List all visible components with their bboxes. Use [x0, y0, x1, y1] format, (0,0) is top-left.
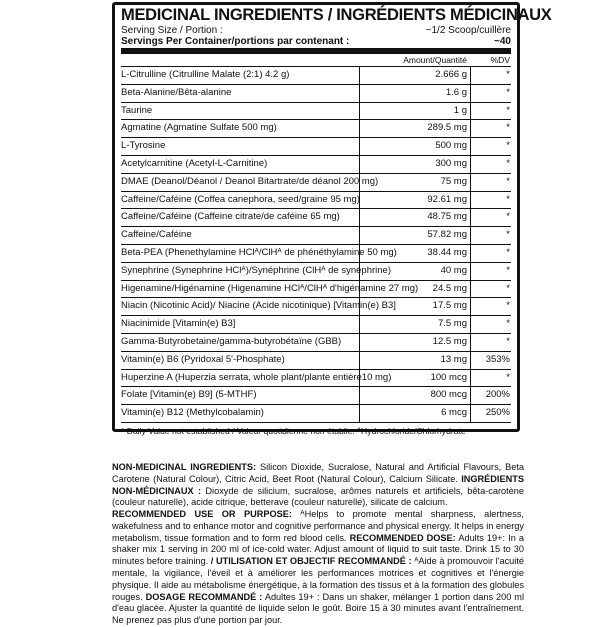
- servings-label: Servings Per Container/portions par contenant :: [121, 36, 350, 47]
- recommended-dose-text-fr: Adultes 19+ : Dans un shaker, mélanger 1 portion dans 200 ml d'eau glacée. Ajuster la quantité de liquide selon le goût. Boire 15 à 30 minutes avant l'entraînement. Ne prenez pas plus d'une portion par jour.: [112, 591, 524, 626]
- ingredient-row: [121, 120, 511, 138]
- ingredient-name: Synephrine (Synephrine HClᴬ)/Synéphrine (ClHᴬ de synéphrine): [121, 263, 360, 280]
- recommended-use-label: RECOMMENDED USE OR PURPOSE:: [112, 509, 292, 519]
- ingredient-name: Gamma-Butyrobetaine/gamma-butyrobétaïne (GBB): [121, 334, 360, 351]
- servings-per-container-row: [121, 36, 511, 47]
- ingredient-rows: [121, 67, 511, 423]
- ingredient-row: [121, 370, 511, 388]
- recommended-use-text: ᴬHelps to promote mental sharpness, alertness, wakefulness and to enhance motor and cognitive performance and physical energy. It helps in energy metabolism, tissue formation and to form red blood cells.: [112, 509, 524, 543]
- ingredient-dv: *: [506, 122, 510, 134]
- ingredient-dv: 200%: [485, 389, 510, 401]
- footnote: * Daily Value not established / Valeur quotidienne non établie. ᴬHydrochloride/Chlorhydrate: [121, 425, 466, 436]
- ingredient-amount: 75 mg: [360, 174, 471, 191]
- ingredient-name: Caffeine/Caféine (Caffeine citrate/de caféine 65 mg): [121, 209, 360, 226]
- ingredient-amount: 2.666 g: [360, 67, 471, 84]
- ingredient-dv: *: [506, 371, 510, 383]
- ingredient-name: Taurine: [121, 103, 360, 120]
- ingredient-row: [121, 281, 511, 299]
- ingredient-row: [121, 85, 511, 103]
- ingredient-name: Acetylcarnitine (Acetyl-L-Carnitine): [121, 156, 360, 173]
- ingredient-amount: 57.82 mg: [360, 227, 471, 244]
- ingredient-amount: 38.44 mg: [360, 245, 471, 262]
- ingredient-row: [121, 334, 511, 352]
- ingredient-name: Folate [Vitamin(e) B9] (5-MTHF): [121, 387, 360, 404]
- recommended-dose-label: RECOMMENDED DOSE:: [349, 532, 456, 543]
- ingredient-row: [121, 387, 511, 405]
- ingredient-row: [121, 405, 511, 423]
- ingredient-name: Vitamin(e) B6 (Pyridoxal 5'-Phosphate): [121, 352, 360, 369]
- ingredient-amount: 6 mcg: [360, 405, 471, 422]
- ingredient-dv: *: [506, 104, 510, 116]
- recommended-use: [112, 509, 524, 627]
- ingredient-amount: 7.5 mg: [360, 316, 471, 333]
- ingredient-row: [121, 316, 511, 334]
- ingredient-amount: 300 mg: [360, 156, 471, 173]
- ingredient-name: Vitamin(e) B12 (Methylcobalamin): [121, 405, 360, 422]
- ingredient-dv: *: [506, 157, 510, 169]
- ingredient-name: Beta-Alanine/Bêta-alanine: [121, 85, 360, 102]
- ingredient-amount: 40 mg: [360, 263, 471, 280]
- ingredient-row: [121, 245, 511, 263]
- ingredient-name: Beta-PEA (Phenethylamine HClᴬ/ClHᴬ de phénéthylamine 50 mg): [121, 245, 360, 262]
- ingredient-row: [121, 227, 511, 245]
- ingredient-amount: 92.61 mg: [360, 192, 471, 209]
- ingredient-amount: 12.5 mg: [360, 334, 471, 351]
- ingredient-amount: 289.5 mg: [360, 120, 471, 137]
- ingredient-dv: *: [506, 211, 510, 223]
- panel-title: MEDICINAL INGREDIENTS / INGRÉDIENTS MÉDICINAUX: [121, 6, 552, 24]
- ingredient-dv: *: [506, 140, 510, 152]
- ingredient-name: Agmatine (Agmatine Sulfate 500 mg): [121, 120, 360, 137]
- servings-value: ~40: [494, 36, 511, 47]
- ingredient-amount: 13 mg: [360, 352, 471, 369]
- amount-column-header: Amount/Quantité: [403, 55, 467, 65]
- ingredient-name: Higenamine/Higénamine (Higenamine HClᴬ/ClHᴬ d'higénamine 27 mg): [121, 281, 360, 298]
- ingredient-amount: 1.6 g: [360, 85, 471, 102]
- ingredient-row: [121, 67, 511, 85]
- serving-size-value: ~1/2 Scoop/cuillère: [425, 25, 511, 36]
- ingredient-amount: 1 g: [360, 103, 471, 120]
- ingredient-row: [121, 156, 511, 174]
- ingredient-name: DMAE (Deanol/Déanol / Deanol Bitartrate/de déanol 200 mg): [121, 174, 360, 191]
- ingredient-dv: *: [506, 86, 510, 98]
- ingredient-dv: *: [506, 264, 510, 276]
- ingredient-dv: *: [506, 69, 510, 80]
- ingredient-row: [121, 209, 511, 227]
- recommended-use-label-fr: / UTILISATION ET OBJECTIF RECOMMANDÉ :: [210, 556, 412, 567]
- ingredient-row: [121, 352, 511, 370]
- ingredient-row: [121, 174, 511, 192]
- ingredient-amount: 100 mcg: [360, 370, 471, 387]
- ingredient-amount: 800 mcg: [360, 387, 471, 404]
- ingredient-row: [121, 298, 511, 316]
- ingredient-dv: 250%: [485, 407, 510, 419]
- serving-size-row: [121, 25, 511, 36]
- ingredient-dv: *: [506, 175, 510, 187]
- non-medicinal-ingredients: [112, 462, 524, 509]
- recommended-dose-label-fr: DOSAGE RECOMMANDÉ :: [145, 591, 263, 602]
- ingredient-name: Niacinimide [Vitamin(e) B3]: [121, 316, 360, 333]
- ingredient-dv: *: [506, 300, 510, 312]
- medicinal-ingredients-panel: [112, 2, 552, 436]
- ingredient-amount: 500 mg: [360, 138, 471, 155]
- serving-size-label: Serving Size / Portion :: [121, 25, 223, 36]
- ingredient-dv: *: [506, 318, 510, 330]
- ingredient-row: [121, 138, 511, 156]
- ingredient-row: [121, 192, 511, 210]
- ingredient-dv: *: [506, 282, 510, 294]
- non-medicinal-text-fr: Dioxyde de silicium, sucralose, arômes naturels et artificiels, bêta-carotène (couleur naturelle), acide citrique, betterave (couleur naturelle), silicate de calcium.: [112, 485, 524, 508]
- dv-column-header: %DV: [490, 55, 510, 65]
- ingredient-dv: 353%: [485, 353, 510, 365]
- ingredient-name: Huperzine A (Huperzia serrata, whole plant/plante entière10 mg): [121, 370, 360, 387]
- non-medicinal-label-fr: INGRÉDIENTS NON-MÉDICINAUX :: [112, 473, 524, 496]
- recommended-dose-text: Adults 19+: In a shaker mix 1 serving in 200 ml of ice-cold water. Adjust amount of liquid to suit taste. Drink 15 to 30 minutes before training.: [112, 532, 524, 567]
- ingredient-dv: *: [506, 246, 510, 258]
- recommended-use-text-fr: ᴬAide à promouvoir l'acuité mentale, la vigilance, l'éveil et à améliorer les performances motrices et cognitives et l'énergie physique. Il aide au métabolisme énergétique, à la formation des tissus et à la formation des globules rouges.: [112, 556, 524, 602]
- non-medicinal-text: Silicon Dioxide, Sucralose, Natural and Artificial Flavours, Beta Carotene (Natural Colour), Citric Acid, Beet Root (Natural Colour), Calcium Silicate.: [112, 462, 524, 484]
- ingredient-dv: *: [506, 335, 510, 347]
- ingredient-dv: *: [506, 229, 510, 241]
- ingredient-amount: 17.5 mg: [360, 298, 471, 315]
- table-header: [121, 54, 511, 67]
- ingredient-amount: 48.75 mg: [360, 209, 471, 226]
- ingredient-name: L-Tyrosine: [121, 138, 360, 155]
- ingredient-amount: 24.5 mg: [360, 281, 471, 298]
- ingredient-dv: *: [506, 193, 510, 205]
- ingredient-name: Caffeine/Caféine: [121, 227, 360, 244]
- non-medicinal-label: NON-MEDICINAL INGREDIENTS:: [112, 462, 257, 472]
- ingredient-row: [121, 263, 511, 281]
- ingredient-name: L-Citrulline (Citrulline Malate (2:1) 4.2 g): [121, 67, 360, 84]
- ingredient-name: Caffeine/Caféine (Coffea canephora, seed/graine 95 mg): [121, 192, 360, 209]
- ingredient-row: [121, 103, 511, 121]
- ingredient-name: Niacin (Nicotinic Acid)/ Niacine (Acide nicotinique) [Vitamin(e) B3]: [121, 298, 360, 315]
